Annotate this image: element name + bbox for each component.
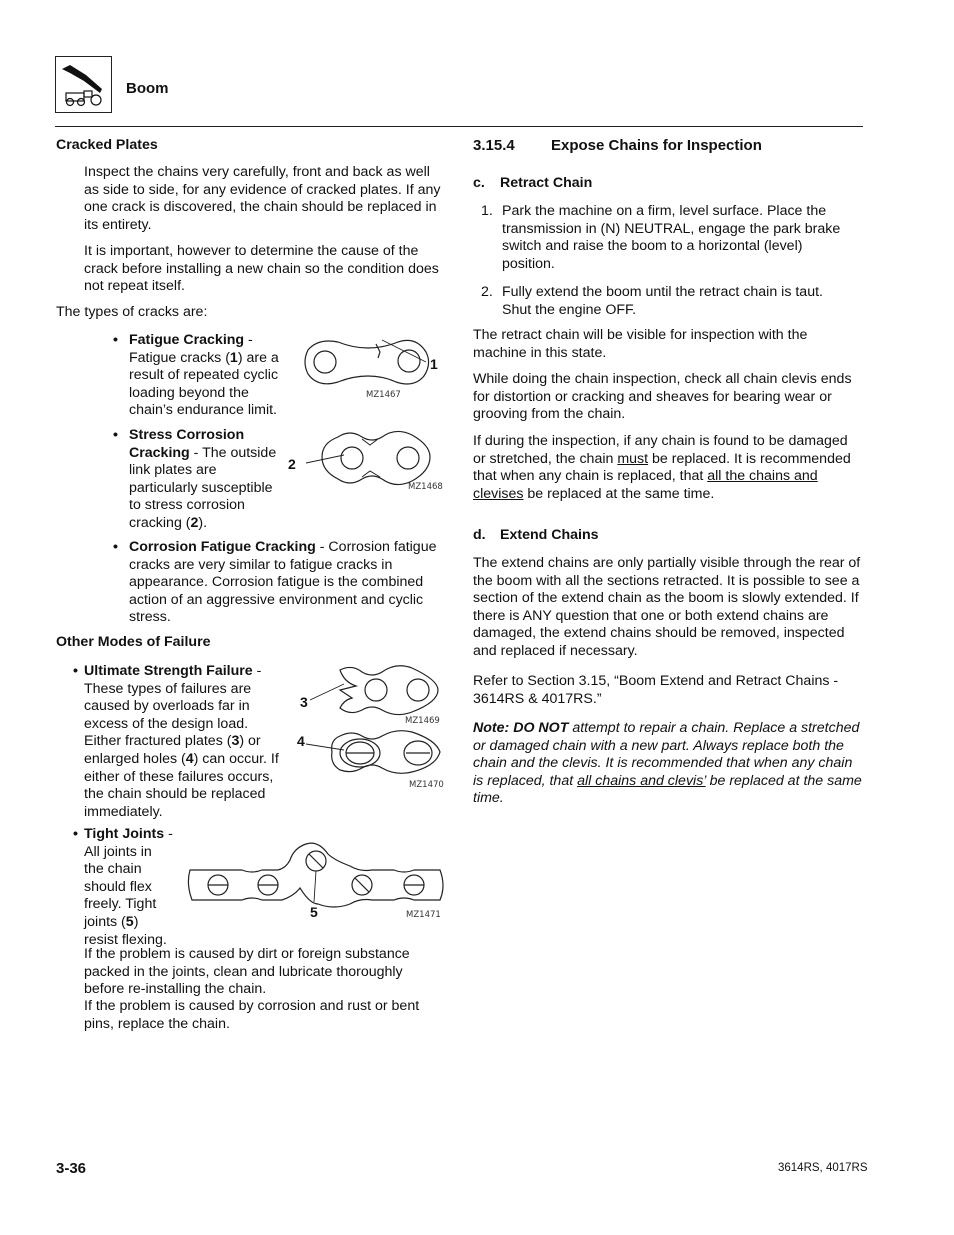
tight-joints-p3: If the problem is caused by corrosion and rust or bent pins, replace the chain. [84, 998, 420, 1032]
bullet: • [113, 332, 118, 348]
step-2-number: 2. [481, 284, 493, 300]
step-2: Fully extend the boom until the retract chain is taut. Shut the engine OFF. [502, 284, 823, 318]
retract-p3: If during the inspection, if any chain is found to be damaged or stretched, the chain must be replaced. It is recommended that when any chain is replaced, that all the chains and clevises be replaced at the same time. [473, 433, 851, 502]
figure-label-mz1469: MZ1469 [405, 716, 440, 726]
section-title: Expose Chains for Inspection [551, 137, 762, 154]
boom-machine-icon [56, 57, 111, 112]
retract-chain-label: c. [473, 175, 485, 191]
header-rule [55, 126, 863, 127]
tight-joints-item: Tight Joints - All joints in the chain should flex freely. Tight joints (5) resist flexing. [84, 826, 173, 948]
callout-5: 5 [310, 904, 318, 920]
boom-logo [55, 56, 112, 113]
step-1-number: 1. [481, 203, 493, 219]
tight-joints-p2: If the problem is caused by dirt or foreign substance packed in the joints, clean and lubricate thoroughly before re-installing the chain. [84, 946, 410, 998]
extend-chains-label: d. [473, 527, 486, 543]
retract-p2: While doing the chain inspection, check all chain clevis ends for distortion or cracking and sheaves for bearing wear or grooving from the chain. [473, 371, 852, 423]
cracked-plates-p2: It is important, however to determine the cause of the crack before installing a new chain so the condition does not repeat itself. [84, 243, 439, 295]
extend-p1: The extend chains are only partially visible through the rear of the boom with all the sections retracted. It is possible to see a section of the extend chain as the boom is slowly extended. If there is ANY question that one or both extend chains are damaged, the extend chains should be removed, inspected and replaced if necessary. [473, 555, 861, 659]
section-number: 3.15.4 [473, 137, 515, 154]
retract-p1: The retract chain will be visible for inspection with the machine in this state. [473, 327, 808, 361]
figure-label-mz1467: MZ1467 [366, 390, 401, 400]
fatigue-cracking-item: Fatigue Cracking - Fatigue cracks (1) are a result of repeated cyclic loading beyond the chain’s endurance limit. [129, 332, 279, 419]
bullet: • [113, 427, 118, 443]
retract-chain-heading: Retract Chain [500, 175, 593, 191]
page-number: 3-36 [56, 1160, 87, 1177]
figure-label-mz1471: MZ1471 [406, 910, 441, 920]
figure-label-mz1470: MZ1470 [409, 780, 444, 790]
header-section-title: Boom [126, 80, 169, 97]
figure-label-mz1468: MZ1468 [408, 482, 443, 492]
types-intro: The types of cracks are: [56, 304, 208, 320]
callout-4: 4 [297, 733, 305, 749]
bullet: • [113, 539, 118, 555]
other-modes-heading: Other Modes of Failure [56, 634, 211, 650]
callout-3: 3 [300, 694, 308, 710]
note-paragraph: Note: DO NOT attempt to repair a chain. Replace a stretched or damaged chain with a new part. Always replace both the chain and the clevis. It is recommended that when any chain is replaced, that all chains and clevis’ be replaced at the same time. [473, 720, 862, 807]
model-numbers: 3614RS, 4017RS [778, 1162, 868, 1174]
bullet: • [73, 663, 78, 679]
ultimate-strength-item: Ultimate Strength Failure - These types of failures are caused by overloads far in excess of the design load. Either fractured plates (3) or enlarged holes (4) can occur. If either of these failures occurs, the chain should be replaced immediately. [84, 663, 279, 820]
cracked-plates-heading: Cracked Plates [56, 137, 158, 153]
callout-2: 2 [288, 456, 296, 472]
corrosion-fatigue-item: Corrosion Fatigue Cracking - Corrosion fatigue cracks are very similar to fatigue cracks in appearance. Corrosion fatigue is the combined action of an aggressive environment and cyclic stress. [129, 539, 437, 626]
extend-chains-heading: Extend Chains [500, 527, 599, 543]
bullet: • [73, 826, 78, 842]
cracked-plates-p1: Inspect the chains very carefully, front and back as well as side to side, for any evidence of cracked plates. If any one crack is discovered, the chain should be replaced in its entirety. [84, 164, 441, 233]
callout-1: 1 [430, 356, 438, 372]
extend-p2: Refer to Section 3.15, “Boom Extend and Retract Chains - 3614RS & 4017RS.” [473, 673, 839, 707]
stress-corrosion-item: Stress Corrosion Cracking - The outside link plates are particularly susceptible to stress corrosion cracking (2). [129, 427, 277, 531]
step-1: Park the machine on a firm, level surface. Place the transmission in (N) NEUTRAL, engage the park brake switch and raise the boom to a horizontal (level) position. [502, 203, 841, 272]
